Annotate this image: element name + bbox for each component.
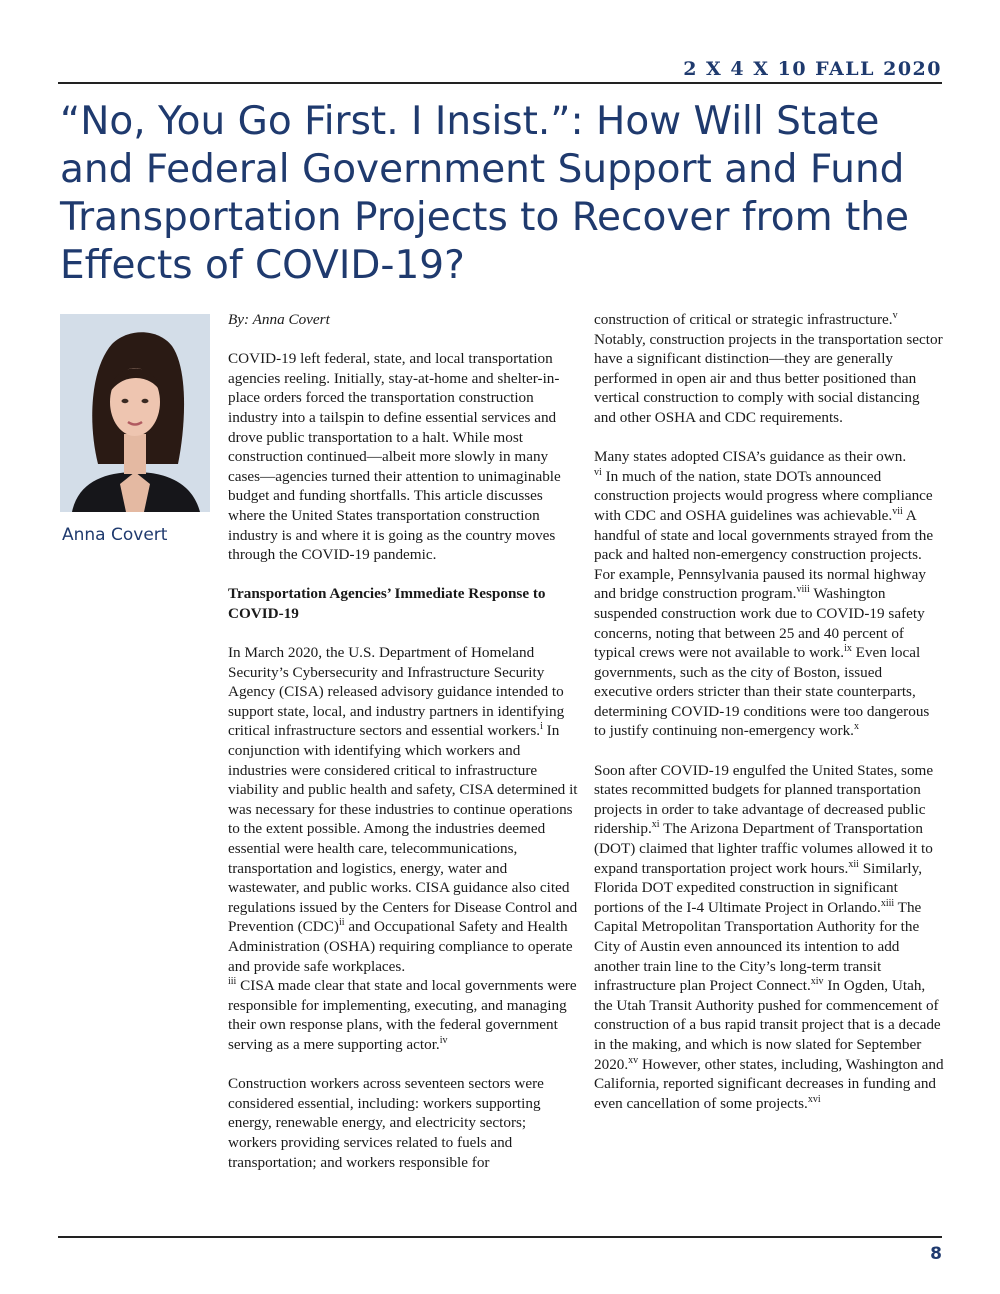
paragraph-text: Even local governments, such as the city of Boston, issued executive orders stricter than their state counterparts, determining COVID-19 conditions were too dangerous to justify continuing non-emergency work. [594,644,930,740]
paragraph-text: A handful of state and local governments strayed from the pack and halted non-emergency construction projects. For example, Pennsylvania paused its normal highway and bridge construction program. [594,506,934,603]
paragraph-text: and Occupational Safety and Health Administration (OSHA) requiring compliance to operate and provide safe workplaces. [228,918,573,975]
bottom-rule [58,1236,942,1238]
footnote-marker: i [540,721,543,733]
paragraph-text: In much of the nation, state DOTs announced construction projects would progress where compliance with CDC and OSHA guidelines was achievable. [594,467,933,524]
page-number: 8 [930,1244,942,1264]
paragraph-text: The Arizona Department of Transportation (DOT) claimed that lighter traffic volumes allowed it to expand transportation project work hours. [594,820,933,877]
paragraph-text: Construction workers across seventeen sectors were considered essential, including: workers supporting energy, renewable energy, and electricity sectors; workers providing services related to fuels and transportation; and workers responsible for [228,1075,544,1171]
column-left [228,310,578,1192]
paragraph-text: Soon after COVID-19 engulfed the United States, some states recommitted budgets for planned transportation projects in order to take advantage of decreased public ridership. [594,761,934,838]
paragraph-text: COVID-19 left federal, state, and local transportation agencies reeling. Initially, stay-at-home and shelter-in-place orders forced the transportation construction industry into a tailspin to define essential services and drove public transportation to a halt. While most construction continued—albeit more slowly in many cases—agencies turned their attention to unimaginable budget and funding shortfalls. This article discusses where the United States transportation construction industry is and where it is going as the country moves through the COVID-19 pandemic. [228,350,561,564]
footnote-marker: ix [844,643,852,655]
footnote-marker: xvi [807,1093,821,1105]
article-title: “No, You Go First. I Insist.”: How Will State and Federal Government Support and Fund Transportation Projects to Recover from the Effects of COVID-19? [60,99,910,288]
author-photo [60,314,210,512]
paragraph-text: However, other states, including, Washington and California, reported significant decreases in funding and even cancellation of some projects. [594,1055,944,1112]
footnote-marker: xiii [880,897,895,909]
footnote-marker: xii [848,858,859,870]
paragraph-text: Washington suspended construction work due to COVID-19 safety concerns, noting that between 25 and 40 percent of typical crews were not available to work. [594,585,925,662]
footnote-marker: xv [628,1054,639,1066]
footnote-marker: vi [594,466,602,478]
publication-masthead: 2 X 4 X 10 FALL 2020 [683,58,942,80]
column-right [594,310,944,1133]
footnote-marker: v [892,310,898,321]
paragraph-text: In conjunction with identifying which workers and industries were considered critical to infrastructure viability and public health and safety, CISA determined it was necessary for these industries to continue operations to the extent possible. Among the industries deemed essential were health care, telecommunications, transportation and logistics, energy, water and wastewater, and public works. CISA guidance also cited regulations issued by the Centers for Disease Control and Prevention (CDC) [228,722,578,936]
author-caption: Anna Covert [62,525,168,545]
paragraph-text: CISA made clear that state and local governments were responsible for implementing, executing, and managing their own response plans, with the federal government serving as a mere supporting actor. [228,977,577,1053]
paragraph-infrastructure [594,310,944,428]
footnote-marker: xi [651,819,660,831]
paragraph-text: In March 2020, the U.S. Department of Homeland Security’s Cybersecurity and Infrastructure Security Agency (CISA) released advisory guidance intended to support state, local, and industry partners in identifying critical infrastructure sectors and essential workers. [228,644,565,740]
footnote-marker: x [853,721,859,733]
byline: By: Anna Covert [228,311,330,328]
top-rule [58,82,942,84]
footnote-marker: ii [338,917,345,929]
footnote-marker: iii [228,976,237,988]
paragraph-intro [228,349,578,565]
paragraph-budgets [594,761,944,1114]
paragraph-text: construction of critical or strategic infrastructure. [594,311,893,328]
paragraph-text: The Capital Metropolitan Transportation Authority for the City of Austin even announced its intention to add another train line to the City’s long-term transit infrastructure plan Project Connect. [594,898,922,995]
paragraph-text: In Ogden, Utah, the Utah Transit Authority pushed for commencement of construction of a bus rapid transit project that is a decade in the making, and which is now slated for September 2020. [594,977,941,1073]
footnote-marker: xiv [810,976,824,988]
footnote-marker: vii [892,505,903,517]
paragraph-text: Notably, construction projects in the transportation sector have a significant distinction—they are generally performed in open air and thus better positioned than vertical construction to comply with social distancing and other OSHA and CDC requirements. [594,330,943,426]
footnote-marker: iv [439,1034,448,1046]
footnote-marker: viii [796,584,810,596]
paragraph-text: Similarly, Florida DOT expedited construction in significant portions of the I-4 Ultimate Project in Orlando. [594,859,923,916]
section-heading: Transportation Agencies’ Immediate Response to COVID-19 [228,585,546,622]
paragraph-workers [228,1074,578,1172]
paragraph-cisa [228,643,578,1054]
paragraph-states [594,447,944,741]
paragraph-text: Many states adopted CISA’s guidance as their own. [594,448,907,466]
